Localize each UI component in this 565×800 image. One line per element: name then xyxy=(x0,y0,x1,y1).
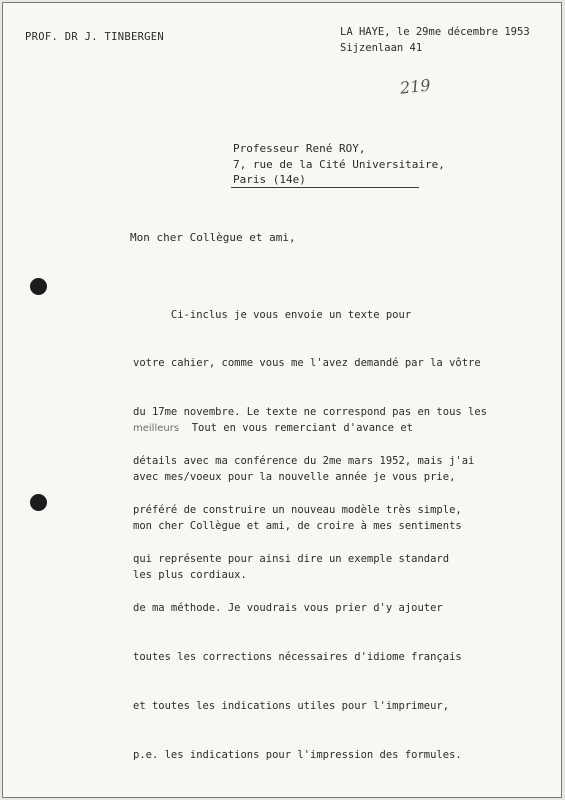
body-line: Ci-inclus je vous envoie un texte pour xyxy=(133,308,412,321)
body-line: mon cher Collègue et ami, de croire à mes sentiments xyxy=(133,520,462,533)
salutation: Mon cher Collègue et ami, xyxy=(130,231,296,244)
body-line: détails avec ma conférence du 2me mars 1952, mais j'ai xyxy=(133,455,475,468)
body-line-text: Tout en vous remerciant d'avance et xyxy=(191,421,413,434)
handwritten-folio-number: 219 xyxy=(399,75,432,98)
punch-hole-bottom xyxy=(30,494,47,511)
handwritten-insertion: meilleurs xyxy=(133,422,180,434)
body-line: votre cahier, comme vous me l'avez demandé par la vôtre xyxy=(133,357,481,370)
body-paragraph-2 xyxy=(133,387,462,616)
body-line: préféré de construire un nouveau modèle très simple, xyxy=(133,504,462,517)
body-line: p.e. les indications pour l'impression des formules. xyxy=(133,748,462,761)
sender-name: PROF. DR J. TINBERGEN xyxy=(25,31,165,43)
body-line: et toutes les indications utiles pour l'imprimeur, xyxy=(133,699,450,712)
body-line: les plus cordiaux. xyxy=(133,569,247,582)
body-line: avec mes/voeux pour la nouvelle année je vous prie, xyxy=(133,471,456,484)
body-line: de ma méthode. Je voudrais vous prier d'y ajouter xyxy=(133,601,443,614)
letter-page xyxy=(2,2,562,798)
body-line: toutes les corrections nécessaires d'idiome français xyxy=(133,650,462,663)
address-underline xyxy=(231,187,419,188)
body-line: du 17me novembre. Le texte ne correspond pas en tous les xyxy=(133,406,488,419)
recipient-street: 7, rue de la Cité Universitaire, xyxy=(233,158,445,171)
recipient-name: Professeur René ROY, xyxy=(233,142,366,155)
body-line xyxy=(133,420,462,437)
place-date: LA HAYE, le 29me décembre 1953 xyxy=(340,26,530,38)
body-line: qui représente pour ainsi dire un exemple standard xyxy=(133,553,450,566)
sender-street: Sijzenlaan 41 xyxy=(340,42,423,54)
punch-hole-top xyxy=(30,278,47,295)
recipient-city: Paris (14e) xyxy=(233,173,306,186)
